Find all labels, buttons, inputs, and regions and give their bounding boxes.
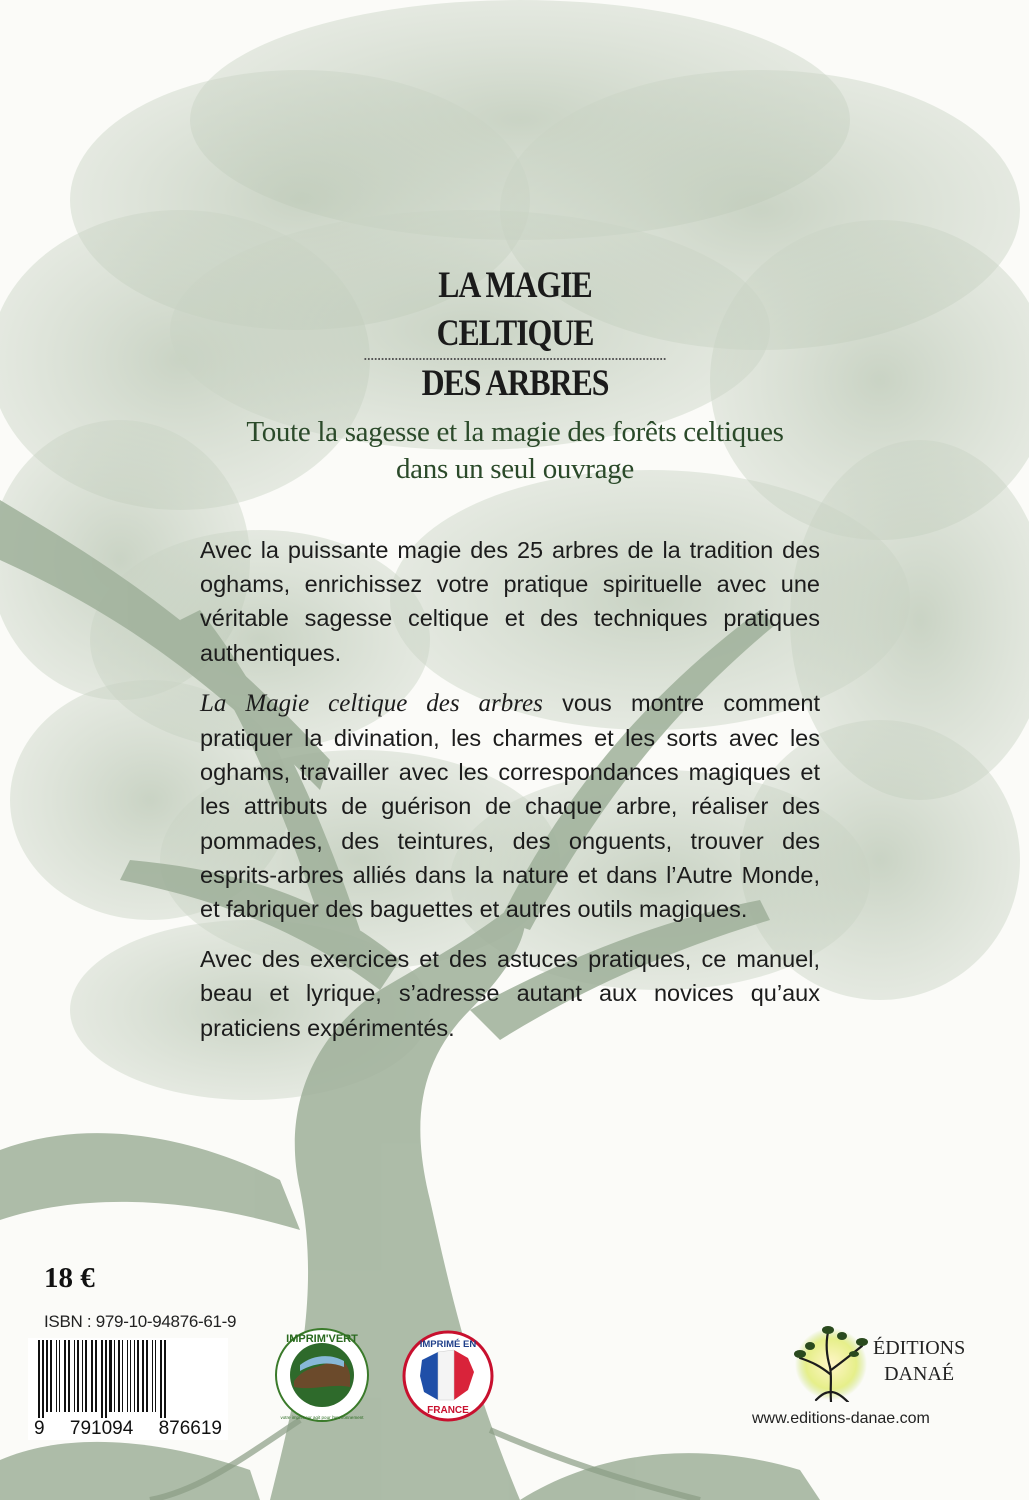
barcode-digit-first: 9 bbox=[34, 1418, 45, 1439]
back-cover-blurb bbox=[200, 533, 820, 1061]
barcode-bar bbox=[114, 1340, 115, 1412]
blurb-paragraph-2 bbox=[200, 686, 820, 926]
barcode-bar bbox=[109, 1340, 112, 1412]
barcode-bar bbox=[146, 1340, 148, 1412]
barcode-bar bbox=[64, 1340, 66, 1412]
barcode-bar bbox=[105, 1340, 107, 1418]
barcode-bar bbox=[160, 1340, 162, 1418]
barcode-bar bbox=[142, 1340, 144, 1412]
barcode-bar bbox=[127, 1340, 128, 1412]
barcode-digits bbox=[28, 1418, 228, 1440]
imprimvert-text: IMPRIM'VERT bbox=[286, 1333, 358, 1345]
barcode-bar bbox=[50, 1340, 52, 1412]
barcode-digits-right: 876619 bbox=[158, 1418, 222, 1439]
barcode-bar bbox=[152, 1340, 153, 1412]
title-line-2: DES ARBRES bbox=[421, 363, 609, 404]
imprimvert-tagline: votre imprimeur agit pour l'environnement bbox=[280, 1415, 364, 1420]
barcode-bar bbox=[164, 1340, 166, 1418]
isbn-label: ISBN : 979-10-94876-61-9 bbox=[44, 1312, 237, 1331]
publisher-name-line-1: ÉDITIONS bbox=[873, 1337, 966, 1359]
barcode-bars bbox=[28, 1338, 228, 1418]
barcode-bar bbox=[118, 1340, 120, 1412]
book-title-italic: La Magie celtique des arbres bbox=[200, 689, 543, 717]
imprime-en-text: IMPRIMÉ EN bbox=[419, 1339, 477, 1350]
barcode-bar bbox=[85, 1340, 87, 1412]
barcode-bar bbox=[46, 1340, 48, 1412]
publisher-name bbox=[873, 1335, 965, 1387]
blurb-paragraph-3: Avec des exercices et des astuces pratiques, ce manuel, beau et lyrique, s’adresse autant aux novices qu’aux praticiens expérimentés. bbox=[200, 946, 820, 1041]
blurb-paragraph-2-text: vous montre comment pratiquer la divination, les charmes et les sorts avec les oghams, travailler avec les correspondances magiques et les attributs de guérison de chaque arbre, réaliser des pommades, des teintures, des onguents, trouver des esprits-arbres alliés dans la nature et dans l’Autre Monde, et fabriquer des baguettes et autres outils magiques. bbox=[200, 689, 820, 923]
barcode-bar bbox=[91, 1340, 93, 1412]
book-title bbox=[300, 262, 730, 408]
barcode-bar bbox=[82, 1340, 83, 1412]
barcode-bar bbox=[137, 1340, 139, 1412]
barcode-bar bbox=[95, 1340, 97, 1412]
title-line-1: LA MAGIE CELTIQUE bbox=[365, 262, 666, 360]
france-text: FRANCE bbox=[427, 1405, 469, 1416]
barcode-bar bbox=[134, 1340, 135, 1412]
barcode-bar bbox=[122, 1340, 123, 1412]
subtitle-line-1: Toute la sagesse et la magie des forêts celtiques bbox=[246, 416, 784, 448]
subtitle-line-2: dans un seul ouvrage bbox=[395, 453, 635, 485]
publisher-name-line-2: DANAÉ bbox=[884, 1363, 955, 1385]
barcode-bar bbox=[38, 1340, 40, 1418]
barcode-bar bbox=[74, 1340, 75, 1412]
barcode-bar bbox=[56, 1340, 57, 1412]
barcode-bar bbox=[42, 1340, 44, 1418]
barcode-bar bbox=[130, 1340, 131, 1412]
barcode-bar bbox=[59, 1340, 60, 1412]
blurb-paragraph-1: Avec la puissante magie des 25 arbres de la tradition des oghams, enrichissez votre pratique spirituelle avec une véritable sagesse celtique et des techniques pratiques authentiques. bbox=[200, 537, 820, 666]
price-label: 18 € bbox=[44, 1262, 95, 1294]
barcode-bar bbox=[155, 1340, 156, 1412]
barcode-bar bbox=[68, 1340, 70, 1412]
barcode-digits-left: 791094 bbox=[69, 1418, 134, 1439]
book-subtitle bbox=[175, 414, 855, 488]
imprime-en-france-logo bbox=[402, 1330, 494, 1422]
publisher-url: www.editions-danae.com bbox=[752, 1410, 930, 1427]
imprimvert-logo bbox=[272, 1325, 372, 1425]
barcode-bar bbox=[77, 1340, 79, 1412]
barcode-bar bbox=[101, 1340, 103, 1418]
